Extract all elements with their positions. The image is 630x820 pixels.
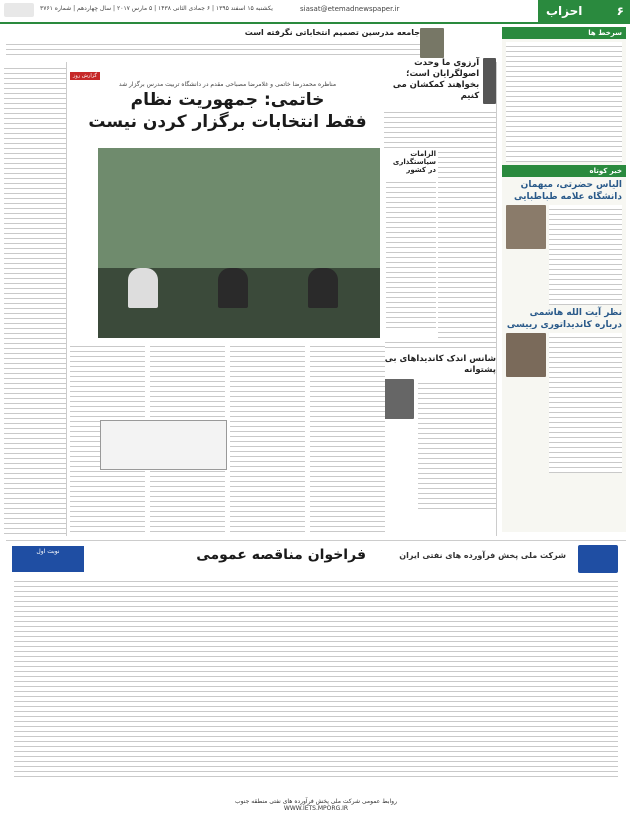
section-name: احزاب bbox=[546, 4, 583, 18]
sidebar-item-photo bbox=[506, 333, 546, 377]
cleric-photo bbox=[420, 28, 444, 58]
ad-company: شرکت ملی پخش فرآورده های نفتی ایران bbox=[399, 551, 566, 560]
main-story bbox=[70, 62, 385, 132]
sidebar-item-title[interactable]: الیاس حضرتی، میهمان دانشگاه علامه طباطبایی bbox=[514, 180, 622, 202]
top-strip-headline: جامعه مدرسین تصمیم انتخاباتی نگرفته است bbox=[244, 28, 420, 37]
column-divider bbox=[496, 62, 497, 536]
ad-footer-url[interactable]: WWW.IETS.MPORG.IR bbox=[283, 805, 349, 812]
story-headline-line2[interactable]: فقط انتخابات برگزار کردن نیست bbox=[88, 112, 367, 132]
story-headline-line1[interactable]: خاتمی: جمهوریت نظام bbox=[130, 90, 325, 110]
opinion-title[interactable]: آرزوی ما وحدت اصولگرایان است؛ بخواهند کمکشان می کنیم bbox=[392, 58, 480, 101]
ad-footer bbox=[216, 798, 416, 812]
sidebar-item-photo bbox=[506, 205, 546, 249]
sidebar-item-body bbox=[549, 205, 622, 305]
story-photo bbox=[98, 148, 380, 338]
sidebar-headlines-text bbox=[506, 42, 622, 162]
page-header bbox=[0, 0, 630, 24]
top-news-strip bbox=[6, 28, 420, 58]
sidebox-body bbox=[386, 178, 436, 328]
section-tag: گزارش روز bbox=[70, 72, 100, 80]
story-kicker: مناظره محمدرضا خاتمی و غلامرضا مصباحی مقدم در دانشگاه تربیت مدرس برگزار شد bbox=[118, 81, 337, 88]
sidebar bbox=[502, 27, 626, 532]
speaker-figure bbox=[218, 268, 248, 308]
opinion-title-2[interactable]: شانس اندک کاندیداهای بی پشتوانه bbox=[384, 354, 496, 375]
tender-advertisement bbox=[6, 540, 626, 816]
author-photo bbox=[384, 379, 414, 419]
page-number: ۶ bbox=[616, 4, 624, 18]
issue-date: یکشنبه ۱۵ اسفند ۱۳۹۵ | ۶ جمادی الثانی ۱۴۳۸ | ۵ مارس ۲۰۱۷ | سال چهاردهم | شماره ۳۷۶۱ bbox=[40, 5, 273, 12]
ad-title[interactable]: فراخوان مناقصه عمومی bbox=[196, 547, 366, 563]
opinion-body-2 bbox=[418, 379, 496, 509]
sidebox-title[interactable]: الزامات سیاستگذاری در کشور bbox=[392, 150, 436, 174]
story-column bbox=[310, 342, 385, 532]
column-divider bbox=[66, 62, 67, 536]
story-column bbox=[230, 342, 305, 532]
sidebar-header-short-news: خبر کوتاه bbox=[502, 165, 626, 177]
ad-badge bbox=[12, 546, 84, 572]
ad-body bbox=[14, 577, 618, 777]
story-sidebox bbox=[384, 148, 438, 338]
ad-footer-line1: روابط عمومی شرکت ملی پخش فرآورده های نفتی منطقه جنوب bbox=[235, 798, 397, 805]
speaker-figure bbox=[308, 268, 338, 308]
newspaper-logo-icon bbox=[4, 3, 34, 17]
pull-quote-box bbox=[100, 420, 227, 470]
author-photo bbox=[483, 58, 496, 104]
left-news-column bbox=[4, 64, 66, 534]
section-tab bbox=[538, 0, 630, 22]
ad-badge-text: نوبت اول bbox=[36, 548, 60, 555]
sidebar-item-body bbox=[549, 333, 622, 473]
contact-email[interactable]: siasat@etemadnewspaper.ir bbox=[300, 5, 400, 13]
sidebar-header-headlines: سرخط ها bbox=[502, 27, 626, 39]
company-logo-icon bbox=[578, 545, 618, 573]
sidebar-item-title[interactable]: نظر آیت الله هاشمی درباره کاندیداتوری رییسی bbox=[506, 308, 622, 330]
speaker-figure bbox=[128, 268, 158, 308]
top-strip-body bbox=[6, 40, 420, 58]
